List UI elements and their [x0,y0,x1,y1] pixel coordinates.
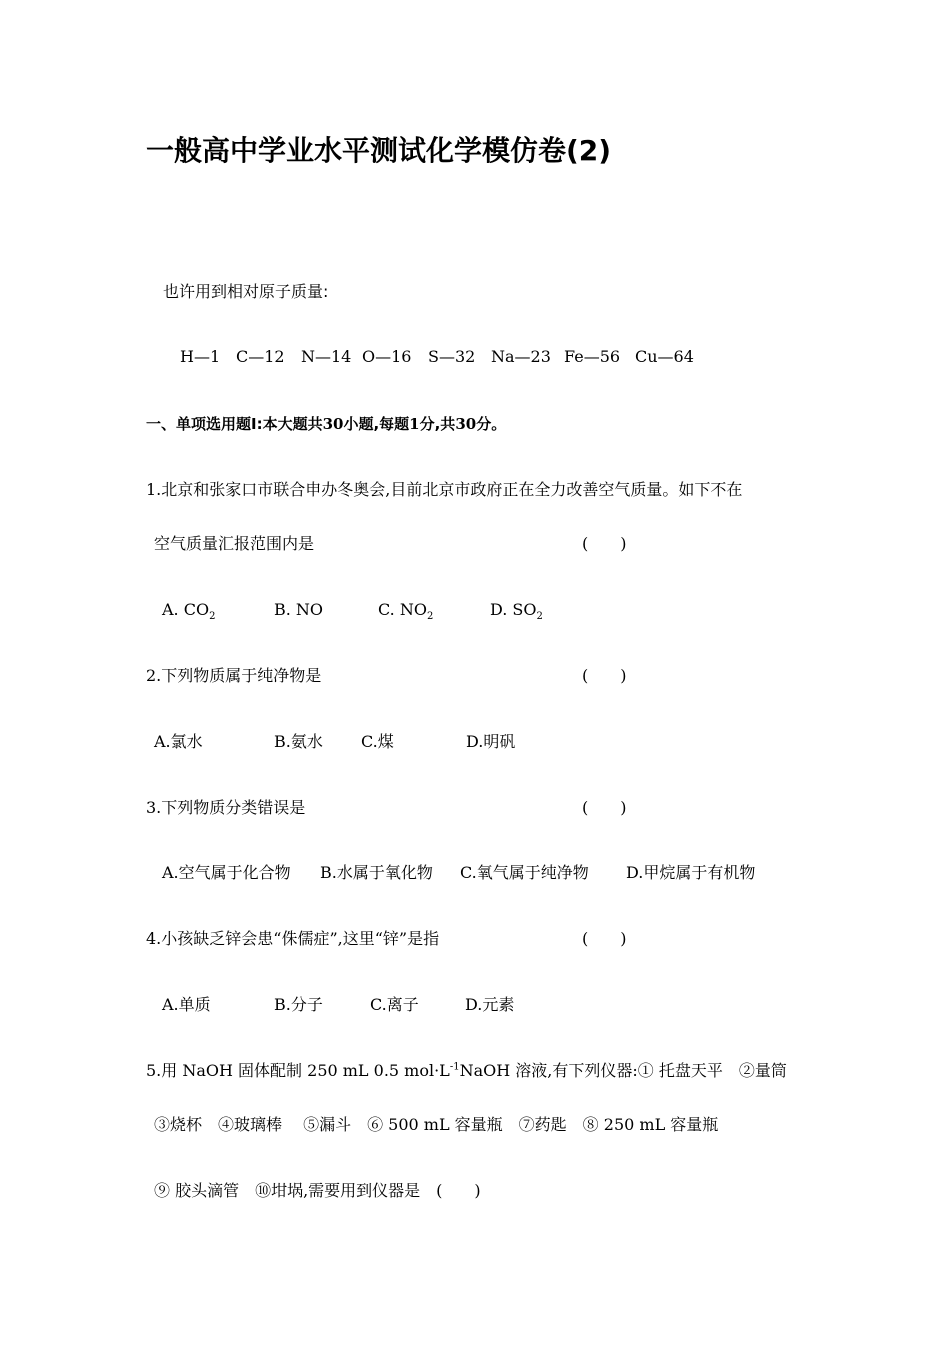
question-2-stem: 2.下列物质属于纯净物是 [146,666,322,685]
question-4-option-d: D.元素 [465,995,515,1014]
section-1-suffix: 分。 [476,415,507,433]
atomic-mass-label: 也许用到相对原子质量: [163,282,329,301]
atomic-mass-s: S—32 [428,347,476,366]
atomic-mass-na: Na—23 [491,347,551,366]
question-4-stem: 4.小孩缺乏锌会患“侏儒症”,这里“锌”是指 [146,929,440,948]
section-1-total: 30 [455,415,477,433]
atomic-mass-h: H—1 [180,347,221,366]
question-2-option-c: C.煤 [361,732,394,751]
question-5-stem-line2: ③烧杯 ④玻璃棒 ⑤漏斗 ⑥ 500 mL 容量瓶 ⑦药匙 ⑧ 250 mL 容量瓶 [154,1115,719,1134]
question-3-stem: 3.下列物质分类错误是 [146,798,306,817]
atomic-mass-cu: Cu—64 [635,347,694,366]
question-2-option-b: B.氨水 [274,732,323,751]
question-1-option-b: B. NO [274,600,324,619]
question-2-answer-blank: ( ) [582,666,627,685]
question-4-option-a: A.单质 [162,995,211,1014]
question-1-option-a: A. $CO_2$ [162,600,216,623]
question-3-option-a: A.空气属于化合物 [162,863,291,882]
section-1-score-each: 1 [409,415,420,433]
atomic-mass-fe: Fe—56 [564,347,621,366]
atomic-mass-o: O—16 [362,347,412,366]
question-4-option-c: C.离子 [370,995,419,1014]
atomic-mass-c: C—12 [236,347,285,366]
question-3-option-c: C.氧气属于纯净物 [460,863,589,882]
question-3-answer-blank: ( ) [582,798,627,817]
question-1-answer-blank: ( ) [582,534,627,553]
question-1-stem-line1: 1.北京和张家口市联合申办冬奥会,目前北京市政府正在全力改善空气质量。如下不在 [146,480,743,499]
page-title: 一般高中学业水平测试化学模仿卷(2) [146,134,612,167]
question-5-stem-line1: 5.用 NaOH 固体配制 250 mL 0.5 $mol\cdot L^{-1}NaOH$ 溶液,有下列仪器:① 托盘天平 ②量筒 [146,1061,787,1080]
question-1-option-d: D. $SO_2$ [490,600,543,623]
question-1-option-c: C. $NO_2$ [378,600,434,623]
question-5-stem-line3: ⑨ 胶头滴管 ⑩坩埚,需要用到仪器是 ( ) [154,1181,481,1200]
section-1-prefix: 一、单项选用题Ⅰ:本大题共 [146,415,323,433]
section-1-mid1: 小题,每题 [343,415,410,433]
question-3-option-b: B.水属于氧化物 [320,863,433,882]
question-4-option-b: B.分子 [274,995,323,1014]
section-1-count: 30 [322,415,344,433]
question-2-option-d: D.明矾 [466,732,516,751]
question-3-option-d: D.甲烷属于有机物 [626,863,756,882]
section-1-mid2: 分,共 [419,415,456,433]
question-2-option-a: A.氯水 [154,732,203,751]
atomic-mass-n: N—14 [301,347,352,366]
section-1-heading [146,414,506,434]
question-1-stem-line2: 空气质量汇报范围内是 [154,534,315,553]
question-4-answer-blank: ( ) [582,929,627,948]
